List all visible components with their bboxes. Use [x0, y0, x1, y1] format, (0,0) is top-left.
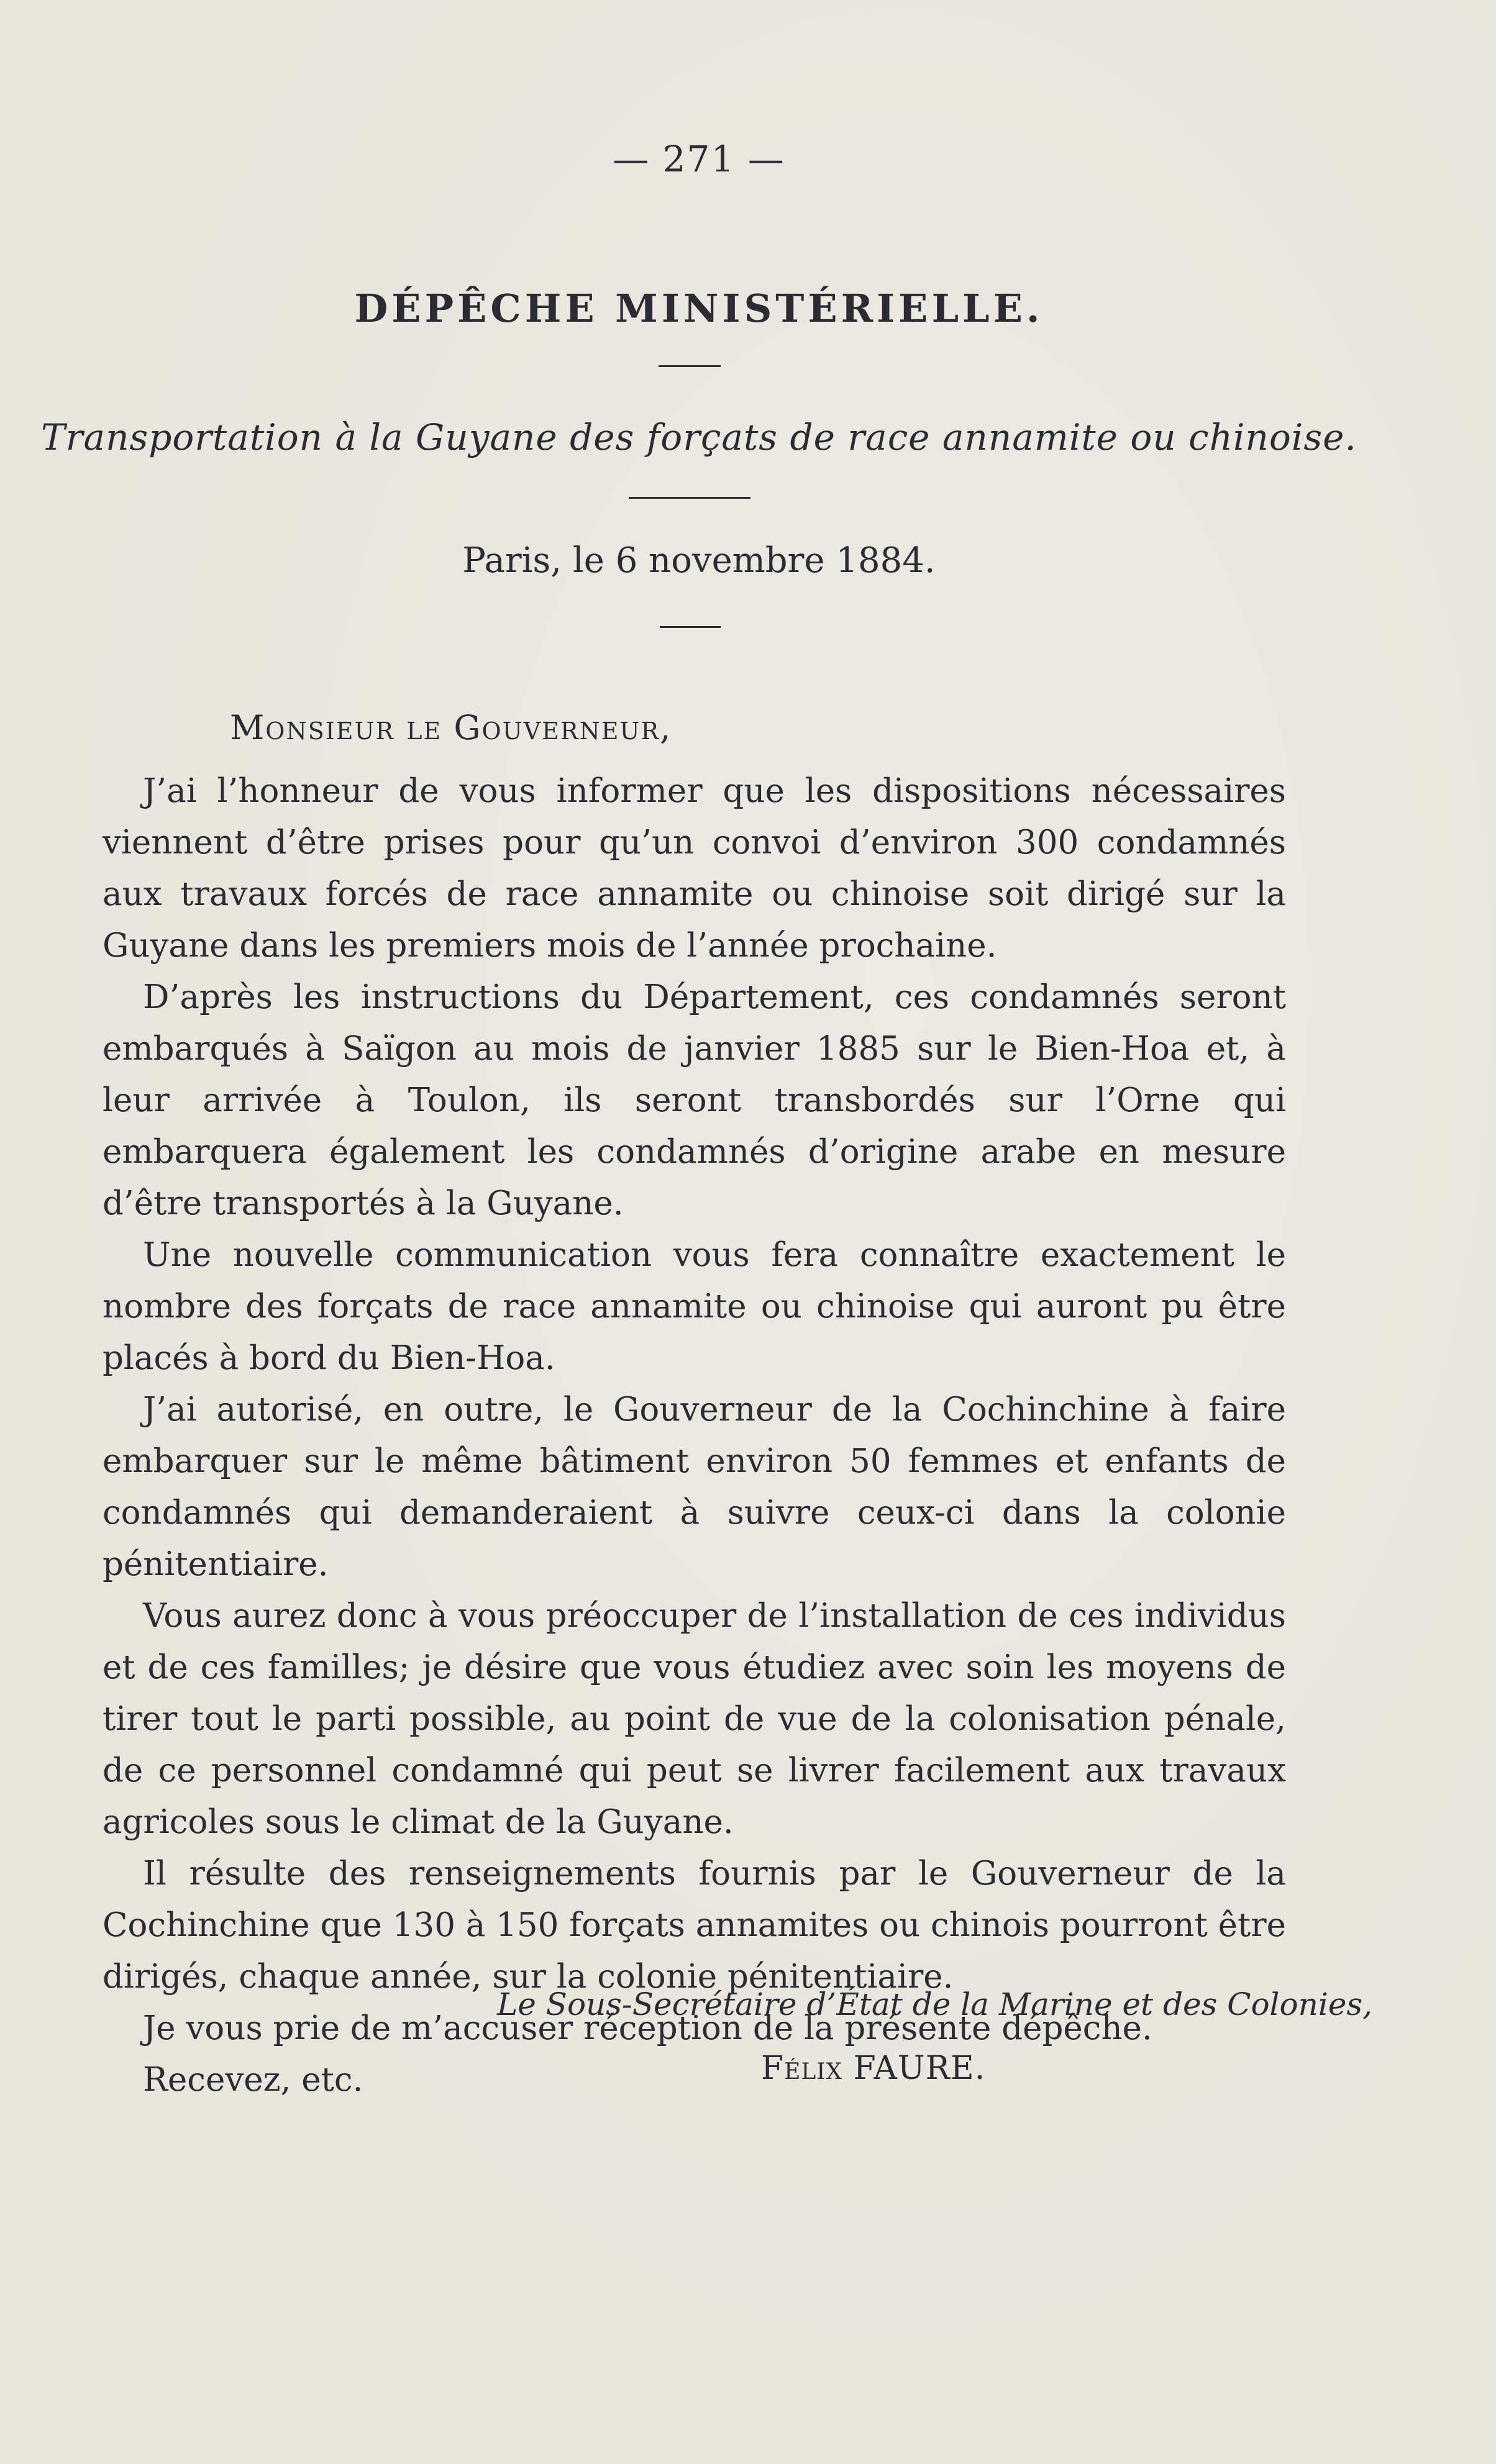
- page-number: — 271 —: [613, 138, 785, 180]
- title-divider: [659, 365, 721, 367]
- dateline: Paris, le 6 novembre 1884.: [462, 540, 936, 581]
- paragraph: Vous aurez donc à vous préoccuper de l’installation de ces individus et de ces familles; je désire que vous étudiez avec soin les moyens de tirer tout le parti possible, au point de vue de la colonisation pénale, de ce personnel condamné qui peut se livrer facilement aux travaux agricoles sous le climat de la Guyane.: [103, 1597, 1286, 1841]
- signer-last-name: FAURE.: [853, 2050, 986, 2087]
- subtitle-divider: [629, 497, 750, 499]
- page-title: DÉPÊCHE MINISTÉRIELLE.: [354, 286, 1044, 331]
- paragraph: Je vous prie de m’accuser réception de la présente dépêche.: [143, 2009, 1152, 2047]
- paragraph: Recevez, etc.: [143, 2061, 363, 2099]
- paragraph: J’ai l’honneur de vous informer que les dispositions nécessaires viennent d’être prises pour qu’un convoi d’environ 300 condamnés aux travaux forcés de race annamite ou chinoise soit dirigé sur la Guyane dans les premiers mois de l’année prochaine.: [103, 772, 1286, 965]
- paragraph: J’ai autorisé, en outre, le Gouverneur de la Cochinchine à faire embarquer sur le même bâtiment environ 50 femmes et enfants de condamnés qui demanderaient à suivre ceux-ci dans la colonie pénitentiaire.: [103, 1391, 1286, 1583]
- letter-body: [103, 765, 1286, 2106]
- signer-name: [761, 2050, 985, 2087]
- signer-title: Le Sous-Secrétaire d’État de la Marine et des Colonies,: [497, 1986, 1372, 2022]
- paragraph: Une nouvelle communication vous fera connaître exactement le nombre des forçats de race annamite ou chinoise qui auront pu être placés à bord du Bien-Hoa.: [103, 1236, 1286, 1377]
- paragraph: Il résulte des renseignements fournis par le Gouverneur de la Cochinchine que 130 à 150 forçats annamites ou chinois pourront être dirigés, chaque année, sur la colonie pénitentiaire.: [103, 1855, 1286, 1996]
- subtitle: Transportation à la Guyane des forçats de race annamite ou chinoise.: [41, 416, 1357, 458]
- dateline-divider: [660, 626, 721, 628]
- paragraph: D’après les instructions du Département, ces condamnés seront embarqués à Saïgon au mois de janvier 1885 sur le Bien-Hoa et, à leur arrivée à Toulon, ils seront transbordés sur l’Orne qui embarquera également les condamnés d’origine arabe en mesure d’être transportés à la Guyane.: [103, 978, 1286, 1222]
- signer-first-name: Félix: [761, 2050, 843, 2087]
- salutation: Monsieur le Gouverneur,: [230, 708, 672, 747]
